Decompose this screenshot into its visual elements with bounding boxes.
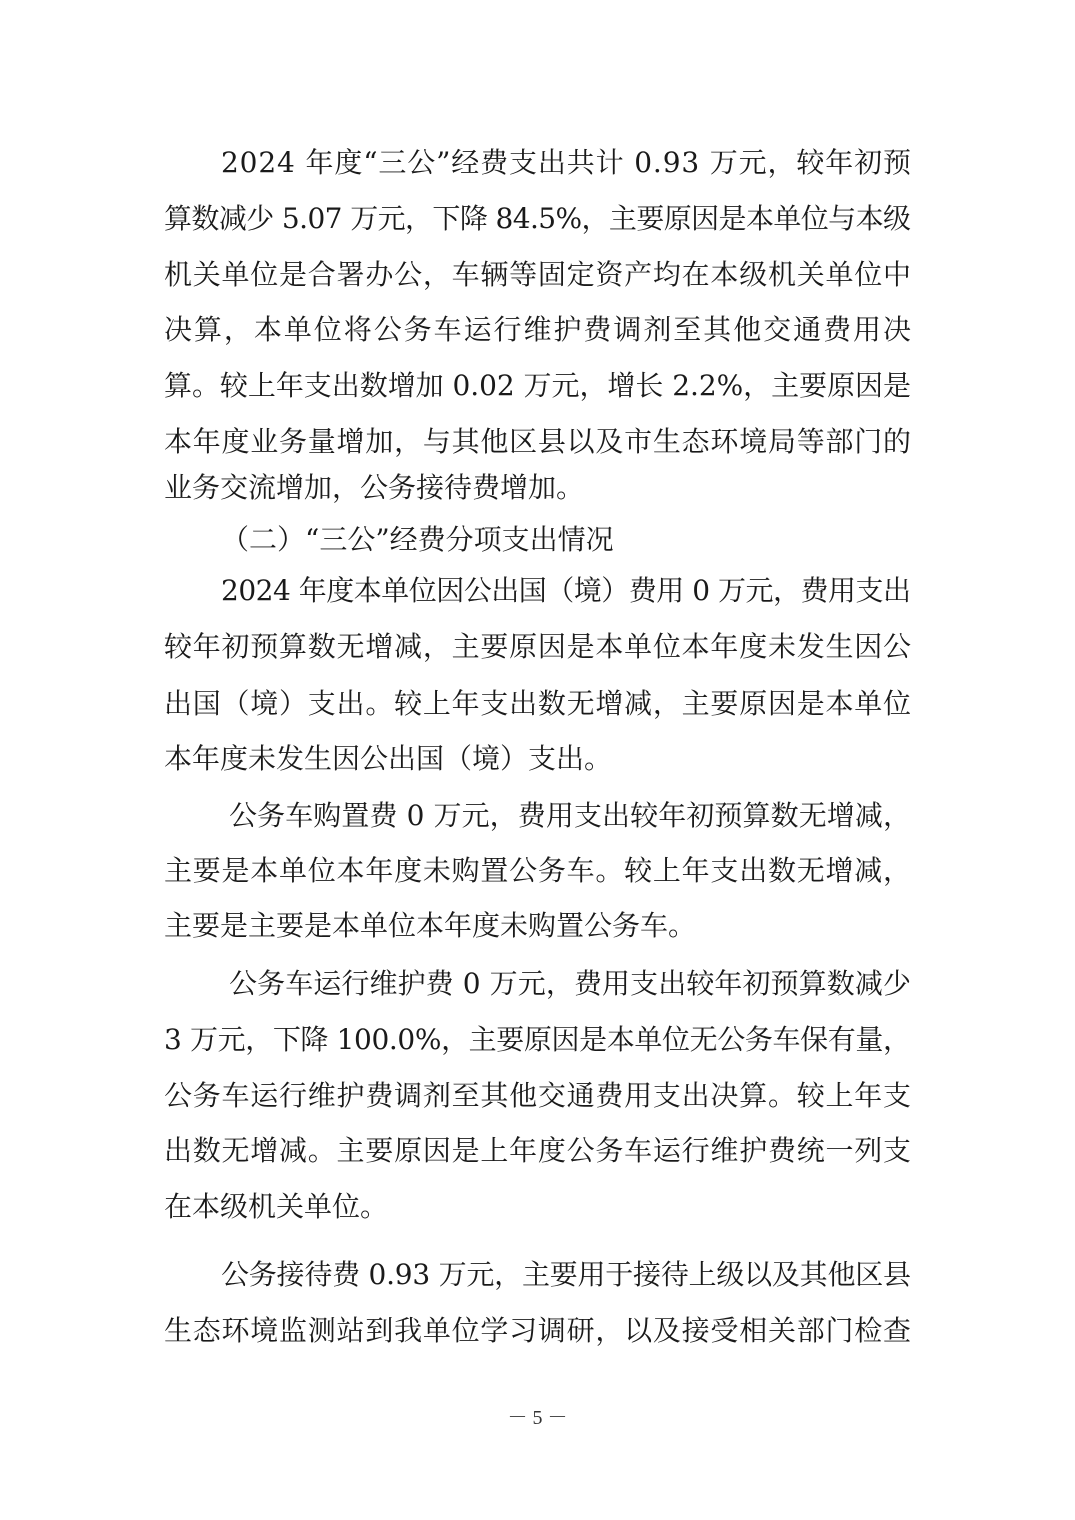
paragraph-5-line-2: 生态环境监测站到我单位学习调研，以及接受相关部门检查 — [164, 1314, 912, 1347]
paragraph-2-line-2: 较年初预算数无增减，主要原因是本单位本年度未发生因公 — [164, 630, 912, 663]
paragraph-3-line-1: 公务车购置费 0 万元，费用支出较年初预算数无增减， — [229, 799, 912, 832]
paragraph-4-line-5: 在本级机关单位。 — [164, 1190, 389, 1223]
paragraph-4-line-4: 出数无增减。主要原因是上年度公务车运行维护费统一列支 — [164, 1134, 912, 1167]
paragraph-1-line-7: 业务交流增加，公务接待费增加。 — [164, 471, 585, 504]
paragraph-1-line-4: 决算，本单位将公务车运行维护费调剂至其他交通费用决 — [164, 313, 913, 346]
section-heading: （二）“三公”经费分项支出情况 — [221, 523, 614, 556]
paragraph-1-line-3: 机关单位是合署办公，车辆等固定资产均在本级机关单位中 — [164, 258, 912, 291]
paragraph-5-line-1: 公务接待费 0.93 万元，主要用于接待上级以及其他区县 — [221, 1258, 911, 1291]
page-number: － 5 － — [507, 1407, 568, 1429]
paragraph-3-line-3: 主要是主要是本单位本年度未购置公务车。 — [164, 909, 697, 942]
paragraph-1-line-6: 本年度业务量增加，与其他区县以及市生态环境局等部门的 — [164, 425, 912, 458]
paragraph-4-line-1: 公务车运行维护费 0 万元，费用支出较年初预算数减少 — [229, 967, 912, 1000]
paragraph-2-line-3: 出国（境）支出。较上年支出数无增减，主要原因是本单位 — [164, 687, 912, 720]
paragraph-2-line-4: 本年度未发生因公出国（境）支出。 — [164, 742, 613, 775]
paragraph-4-line-3: 公务车运行维护费调剂至其他交通费用支出决算。较上年支 — [164, 1079, 912, 1112]
paragraph-2-line-1: 2024 年度本单位因公出国（境）费用 0 万元，费用支出 — [221, 574, 911, 607]
paragraph-1-line-2: 算数减少 5.07 万元，下降 84.5%，主要原因是本单位与本级 — [164, 202, 911, 235]
paragraph-4-line-2: 3 万元，下降 100.0%，主要原因是本单位无公务车保有量， — [164, 1023, 911, 1056]
paragraph-3-line-2: 主要是本单位本年度未购置公务车。较上年支出数无增减， — [164, 854, 912, 887]
paragraph-1-line-1: 2024 年度“三公”经费支出共计 0.93 万元，较年初预 — [221, 146, 912, 179]
paragraph-1-line-5: 算。较上年支出数增加 0.02 万元，增长 2.2%，主要原因是 — [164, 369, 911, 402]
